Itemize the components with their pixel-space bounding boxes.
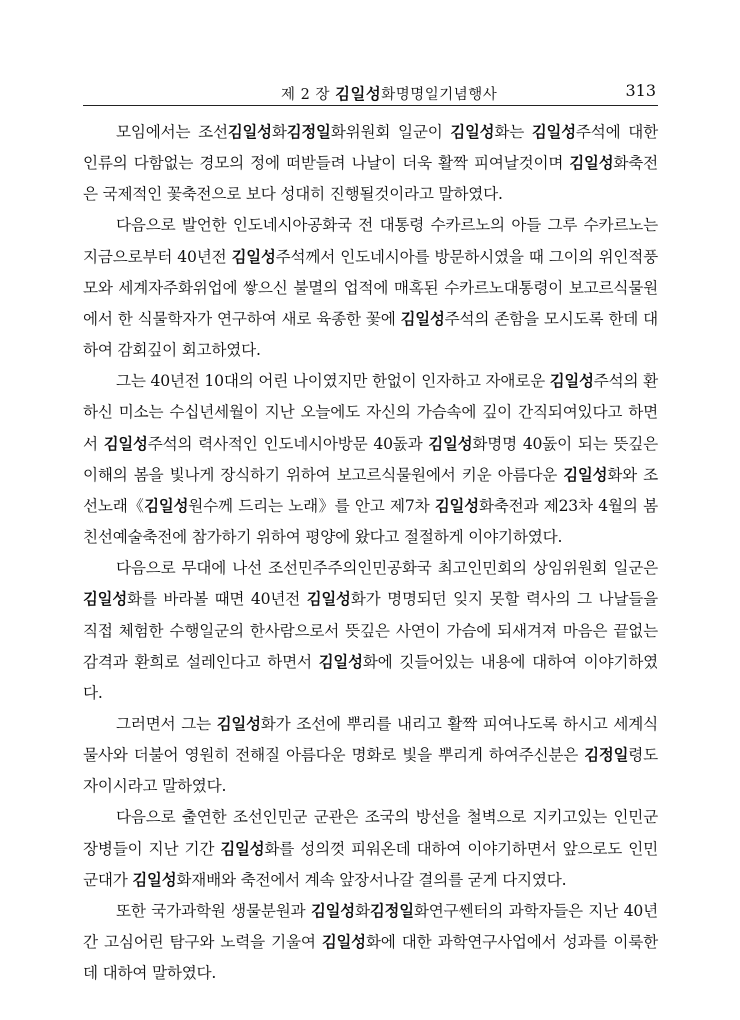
leader-name: 김일성	[563, 465, 608, 484]
leader-name: 김일성	[335, 85, 382, 103]
text-run: 주석의 환하신 미소는 수십년세월이 지난 오늘에도 자신의 가슴속에 깊이 간직되여있다고 하면서	[83, 372, 658, 453]
leader-name: 김일성	[569, 154, 614, 173]
leader-name: 김정일	[369, 901, 414, 920]
leader-name: 김일성	[83, 590, 128, 609]
text-run: 화축전은 국제적인 꽃축전으로 보다 성대히 진행될것이라고 말하였다.	[83, 154, 658, 204]
chapter-title-text: 화명명일기념행사	[381, 87, 498, 103]
leader-name: 김일성	[450, 123, 495, 141]
leader-name: 김일성	[428, 434, 473, 453]
leader-name: 김일성	[549, 372, 594, 391]
leader-name: 김일성	[103, 434, 148, 453]
paragraph	[83, 802, 658, 895]
leader-name: 김일성	[310, 901, 355, 920]
text-run: 화에 대한 과학연구사업에서 성과를 이룩한데 대하여 말하였다.	[83, 933, 659, 983]
paragraph	[83, 366, 658, 553]
text-run: 화명명 40돐이 되는 뜻깊은 이해의 봄을 빛나게 장식하기 위하여 보고르식물원에서 키운 아름다운	[83, 434, 658, 484]
body-text	[83, 117, 658, 989]
text-run: 화와 조선노래《	[83, 465, 658, 515]
text-run: 화에 깃들어있는 내용에 대하여 이야기하였다.	[83, 652, 658, 702]
leader-name: 김일성	[132, 870, 177, 889]
chapter-title	[281, 82, 497, 104]
text-run: 화가 명명되던 잊지 못할 력사의 그 나날들을 직접 체험한 수행일군의 한사람으로서 뜻깊은 사연이 가슴에 되새겨져 마음은 끝없는 감격과 환희로 설레인다고 하면서	[83, 590, 658, 671]
text-run: 화축전과 제23차 4월의 봄 친선예술축전에 참가하기 위하여 평양에 왔다고 절절하게 이야기하였다.	[83, 496, 658, 547]
text-run: 그러면서 그는	[116, 714, 217, 733]
text-run: 다음으로 발언한 인도네시아공화국 전 대통령 수카르노의 아들 그루 수카르노는 지금으로부터 40년전	[83, 216, 658, 266]
leader-name: 김일성	[434, 496, 479, 515]
text-run: 모임에서는 조선	[116, 123, 228, 141]
text-run: 화	[271, 123, 287, 141]
text-run: 화를 성의껏 피워온데 대하여 이야기하면서 앞으로도 인민군대가	[83, 839, 658, 889]
text-run: 다음으로 무대에 나선 조선민주주의인민공화국 최고인민회의 상임위원회 일군은	[116, 559, 658, 578]
text-run: 다음으로 출연한 조선인민군 군관은 조국의 방선을 철벽으로 지키고있는 인민군장병들이 지난 기간	[83, 808, 658, 858]
text-run: 주석께서 인도네시아를 방문하시였을 때 그이의 위인적풍모와 세계자주화위업에 쌓으신 불멸의 업적에 매혹된 수카르노대통령이 보고르식물원에서 한 식물학자가 연구하여 새로 육종한 꽃에	[83, 247, 658, 328]
text-run: 주석의 존함을 모시도록 한데 대하여 감회깊이 회고하였다.	[83, 309, 658, 360]
text-run: 주석에 대한 인류의 다함없는 경모의 정에 떠받들려 나날이 더욱 활짝 피여날것이며	[83, 123, 658, 173]
text-run: 화를 바라볼 때면 40년전	[127, 590, 307, 609]
paragraph	[83, 117, 658, 210]
leader-name: 김일성	[531, 123, 576, 141]
text-run: 화	[354, 901, 370, 920]
text-run: 화는	[494, 123, 532, 141]
leader-name: 김정일	[584, 746, 629, 765]
text-run: 화가 조선에 뿌리를 내리고 활짝 피여나도록 하시고 세계식물사와 더불어 영원히 전해질 아름다운 명화로 빛을 뿌리게 하여주신분은	[83, 714, 658, 765]
leader-name: 김일성	[227, 123, 272, 141]
leader-name: 김정일	[286, 123, 331, 141]
leader-name: 김일성	[216, 714, 261, 733]
running-header	[83, 81, 658, 106]
page-number: 313	[625, 81, 656, 100]
leader-name: 김일성	[220, 839, 265, 858]
leader-name: 김일성	[400, 309, 445, 328]
leader-name: 김일성	[321, 933, 366, 952]
text-run: 원수께 드리는 노래》를 안고 제7차	[188, 496, 435, 515]
paragraph	[83, 896, 658, 989]
text-run: 령도자이시라고 말하였다.	[83, 746, 658, 796]
text-run: 또한 국가과학원 생물분원과	[116, 901, 311, 920]
text-run: 그는 40년전 10대의 어린 나이였지만 한없이 인자하고 자애로운	[116, 372, 550, 391]
text-run: 화재배와 축전에서 계속 앞장서나갈 결의를 굳게 다지였다.	[176, 870, 567, 889]
paragraph	[83, 709, 658, 802]
paragraph	[83, 210, 658, 366]
leader-name: 김일성	[306, 590, 351, 609]
text-run: 화위원회 일군이	[330, 123, 451, 141]
chapter-label: 제 2 장	[281, 87, 330, 103]
paragraph	[83, 553, 658, 709]
text-run: 화연구쎈터의 과학자들은 지난 40년간 고심어린 탐구와 노력을 기울여	[83, 901, 658, 952]
leader-name: 김일성	[231, 247, 276, 266]
text-run: 주석의 력사적인 인도네시아방문 40돐과	[147, 434, 429, 453]
leader-name: 김일성	[318, 652, 363, 671]
leader-name: 김일성	[144, 496, 189, 515]
